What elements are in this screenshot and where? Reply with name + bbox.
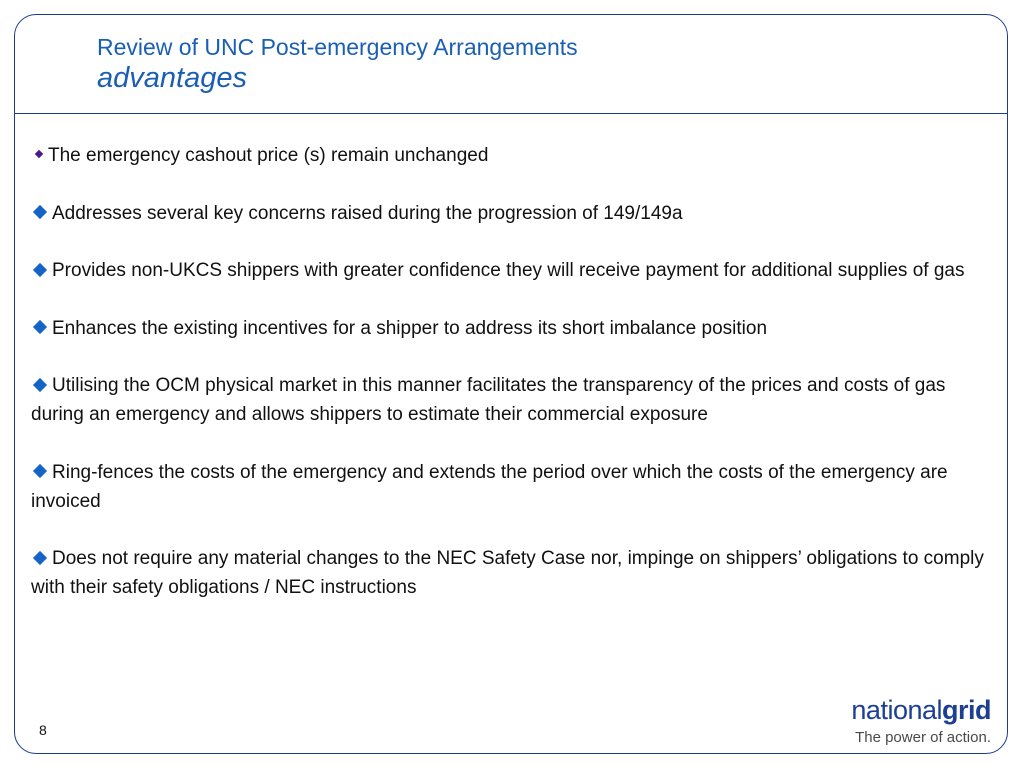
slide-frame	[14, 14, 1008, 754]
page-number: 8	[39, 722, 47, 738]
bullet-text: Provides non-UKCS shippers with greater confidence they will receive payment for additional supplies of gas	[52, 260, 965, 281]
slide-subtitle: advantages	[97, 62, 247, 94]
bullet-item	[31, 544, 993, 602]
slide-title: Review of UNC Post-emergency Arrangements	[97, 34, 578, 60]
bullet-item	[31, 371, 993, 429]
diamond-icon	[33, 551, 47, 565]
bullet-text: Enhances the existing incentives for a shipper to address its short imbalance position	[52, 317, 768, 339]
bullet-item	[31, 141, 993, 170]
bullet-list	[31, 141, 993, 631]
bullet-text: Ring-fences the costs of the emergency and extends the period over which the costs of the emergency are invoiced	[31, 461, 948, 512]
logo-wordmark	[851, 695, 991, 725]
bullet-text: The emergency cashout price (s) remain unchanged	[48, 145, 489, 166]
national-grid-logo	[851, 695, 991, 747]
logo-word-grid: grid	[942, 695, 991, 725]
bullet-text: Utilising the OCM physical market in this manner facilitates the transparency of the prices and costs of gas during an emergency and allows shippers to estimate their commercial exposure	[31, 375, 946, 425]
diamond-icon	[33, 320, 47, 334]
diamond-icon	[35, 150, 43, 158]
title-block	[97, 33, 578, 95]
logo-word-national: national	[851, 695, 942, 725]
diamond-icon	[33, 464, 47, 478]
bullet-item	[31, 199, 993, 228]
diamond-icon	[33, 378, 47, 392]
diamond-icon	[33, 263, 47, 277]
bullet-item	[31, 256, 993, 285]
title-divider	[15, 113, 1007, 114]
bullet-text: Does not require any material changes to the NEC Safety Case nor, impinge on shippers’ obligations to comply with their safety obligations / NEC instructions	[31, 548, 984, 598]
bullet-item	[31, 314, 993, 343]
logo-tagline: The power of action.	[855, 729, 991, 746]
bullet-item	[31, 458, 993, 516]
bullet-text: Addresses several key concerns raised during the progression of 149/149a	[52, 202, 683, 224]
diamond-icon	[33, 205, 47, 219]
